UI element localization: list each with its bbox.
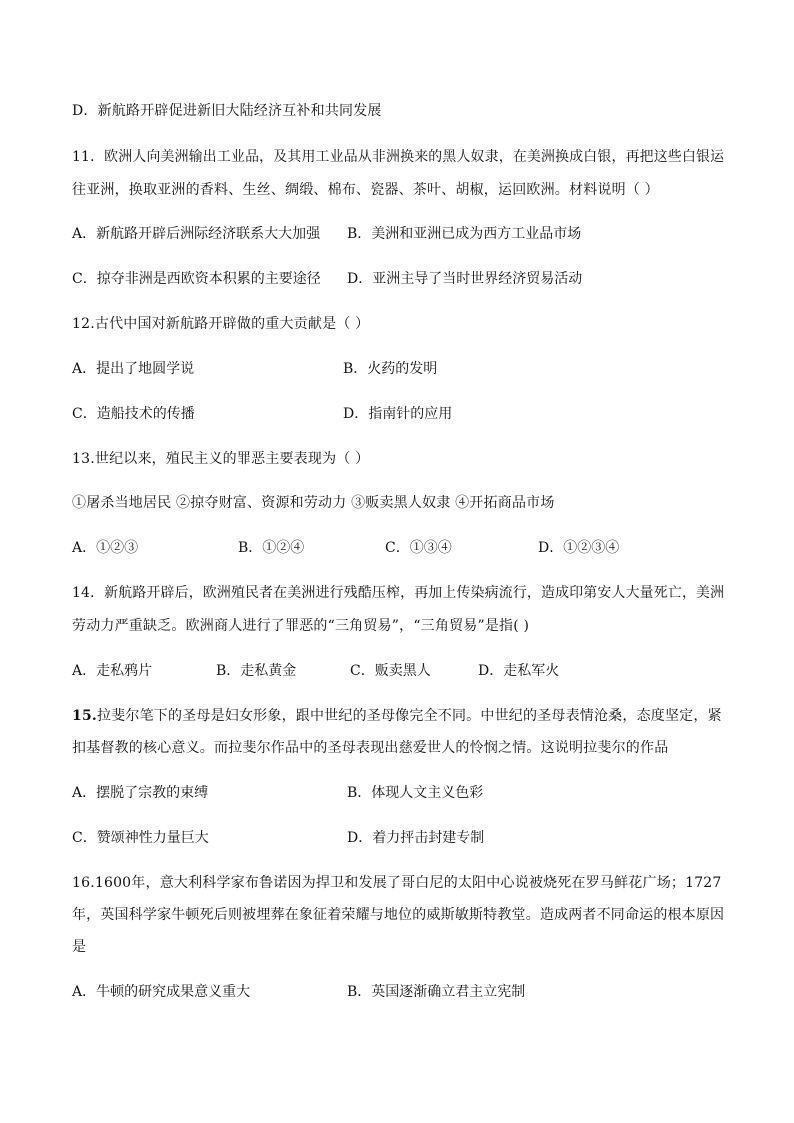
q12-stem: 12.古代中国对新航路开辟做的重大贡献是（ ） [72,316,370,332]
q12-option-d: D．指南针的应用 [343,406,453,422]
q15-stem-text: 拉斐尔笔下的圣母是妇女形象，跟中世纪的圣母像完全不同。中世纪的圣母表情沧桑，态度坚定，紧 [96,708,722,724]
q12-option-a: A．提出了地圆学说 [72,361,195,377]
q11-option-a: A．新航路开辟后洲际经济联系大大加强 [72,226,321,242]
q15-option-c: C．赞颂神性力量巨大 [72,830,209,846]
q13-stem: 13.世纪以来，殖民主义的罪恶主要表现为（ ） [72,451,370,467]
q12-option-c: C．造船技术的传播 [72,406,195,422]
q15-option-b: B．体现人文主义色彩 [347,785,484,801]
q10-option-d: D．新航路开辟促进新旧大陆经济互补和共同发展 [72,103,382,119]
q15-stem-line1 [72,706,722,726]
q11-option-d: D．亚洲主导了当时世界经济贸易活动 [347,271,583,287]
q16-option-b: B．英国逐渐确立君主立宪制 [347,984,526,1000]
q14-option-c: C．贩卖黑人 [350,663,431,679]
q14-stem-line1: 14．新航路开辟后，欧洲殖民者在美洲进行残酷压榨，再加上传染病流行，造成印第安人大量死亡，美洲 [72,585,725,601]
q14-option-a: A．走私鸦片 [72,663,153,679]
q16-stem-line1: 16.1600年，意大利科学家布鲁诺因为捍卫和发展了哥白尼的太阳中心说被烧死在罗马鲜花广场；1727 [72,875,722,891]
q12-option-b: B．火药的发明 [343,361,438,377]
q11-stem-line1: 11．欧洲人向美洲输出工业品，及其用工业品从非洲换来的黑人奴隶，在美洲换成白银，再把这些白银运 [72,149,725,165]
q15-stem-line2: 扣基督教的核心意义。而拉斐尔作品中的圣母表现出慈爱世人的怜悯之情。这说明拉斐尔的作品 [72,740,669,756]
q13-items: ①屠杀当地居民 ②掠夺财富、资源和劳动力 ③贩卖黑人奴隶 ④开拓商品市场 [72,495,555,511]
q11-option-c: C．掠夺非洲是西欧资本积累的主要途径 [72,271,321,287]
q16-option-a: A．牛顿的研究成果意义重大 [72,984,251,1000]
q13-option-a: A．①②③ [72,540,139,556]
q13-option-b: B．①②④ [238,540,305,556]
q15-option-d: D．着力抨击封建专制 [347,830,485,846]
q15-number: 15. [72,708,97,724]
q14-option-b: B．走私黄金 [216,663,297,679]
q14-option-d: D．走私军火 [478,663,560,679]
q15-option-a: A．摆脱了宗教的束缚 [72,785,209,801]
q11-stem-line2: 往亚洲，换取亚洲的香料、生丝、绸缎、棉布、瓷器、茶叶、胡椒，运回欧洲。材料说明（ ） [72,182,659,198]
q13-option-d: D．①②③④ [538,540,620,556]
q14-stem-line2: 劳动力严重缺乏。欧洲商人进行了罪恶的“三角贸易”，“三角贸易”是指( ) [72,618,530,634]
q11-option-b: B．美洲和亚洲已成为西方工业品市场 [347,226,582,242]
q16-stem-line3: 是 [72,939,87,955]
q13-option-c: C．①③④ [385,540,452,556]
q16-stem-line2: 年，英国科学家牛顿死后则被埋葬在象征着荣耀与地位的威斯敏斯特教堂。造成两者不同命运的根本原因 [72,907,725,923]
